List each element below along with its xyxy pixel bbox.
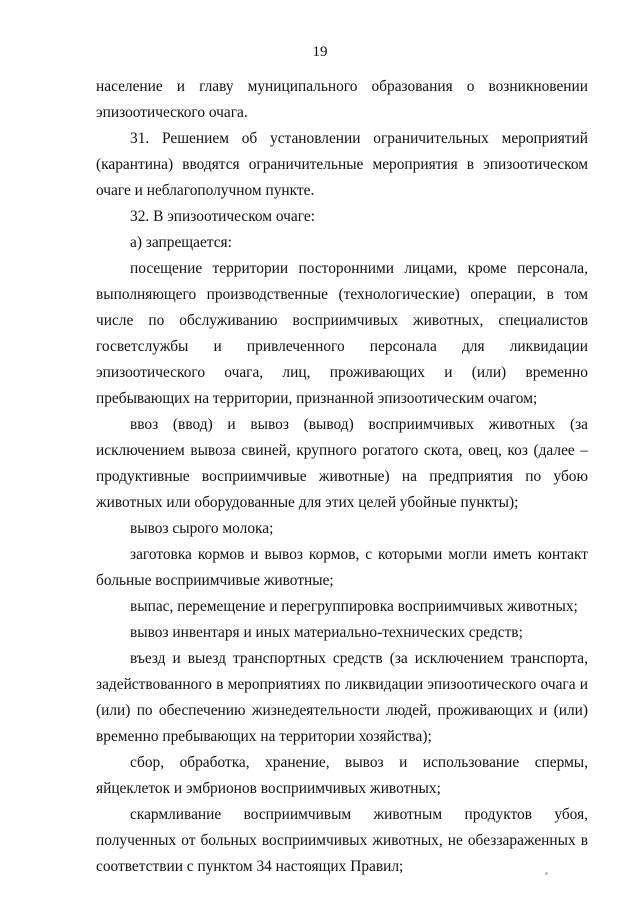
paragraph-sperm-embryos: сбор, обработка, хранение, вывоз и использование спермы, яйцеклеток и эмбрионов восприимчивых животных; xyxy=(96,754,588,797)
paragraph-animal-import-export: ввоз (ввод) и вывоз (вывод) восприимчивых животных (за исключением вывоза свиней, крупного рогатого скота, овец, коз (далее – продуктивные восприимчивые животные) на предприятия по убою животных или оборудованные для этих целей убойные пункты); xyxy=(96,416,588,511)
scan-artifact-dot xyxy=(545,872,548,875)
paragraph-feed: заготовка кормов и вывоз кормов, с которыми могли иметь контакт больные восприимчивые животные; xyxy=(96,546,588,589)
paragraph-item-32: 32. В эпизоотическом очаге: xyxy=(130,208,315,225)
paragraph-vehicles: въезд и выезд транспортных средств (за исключением транспорта, задействованного в мероприятиях по ликвидации эпизоотического очага и (или) по обеспечению жизнедеятельности людей, проживающих и (или) временно пребывающих на территории хозяйства); xyxy=(96,650,588,745)
paragraph-inventory: вывоз инвентаря и иных материально-технических средств; xyxy=(130,624,523,641)
paragraph-visiting-territory: посещение территории посторонними лицами, кроме персонала, выполняющего производственные (технологические) операции, в том числе по обслуживанию восприимчивых животных, специалистов госветслужбы и привлеченного персонала для ликвидации эпизоотического очага, лиц, проживающих и (или) временно пребывающих на территории, признанной эпизоотическим очагом; xyxy=(96,260,588,407)
paragraph-item-31: 31. Решением об установлении ограничительных мероприятий (карантина) вводятся ограничительные мероприятия в эпизоотическом очаге и неблагополучном пункте. xyxy=(96,130,588,199)
paragraph-raw-milk: вывоз сырого молока; xyxy=(130,520,274,537)
page-number: 19 xyxy=(312,44,328,60)
paragraph-subitem-a: а) запрещается: xyxy=(130,234,232,251)
paragraph-feeding-products: скармливание восприимчивым животным продуктов убоя, полученных от больных восприимчивых животных, не обеззараженных в соответствии с пунктом 34 настоящих Правил; xyxy=(96,806,588,875)
document-body xyxy=(96,74,588,880)
paragraph-grazing: выпас, перемещение и перегруппировка восприимчивых животных; xyxy=(130,598,578,615)
paragraph-continuation: население и главу муниципального образования о возникновении эпизоотического очага. xyxy=(96,78,588,121)
